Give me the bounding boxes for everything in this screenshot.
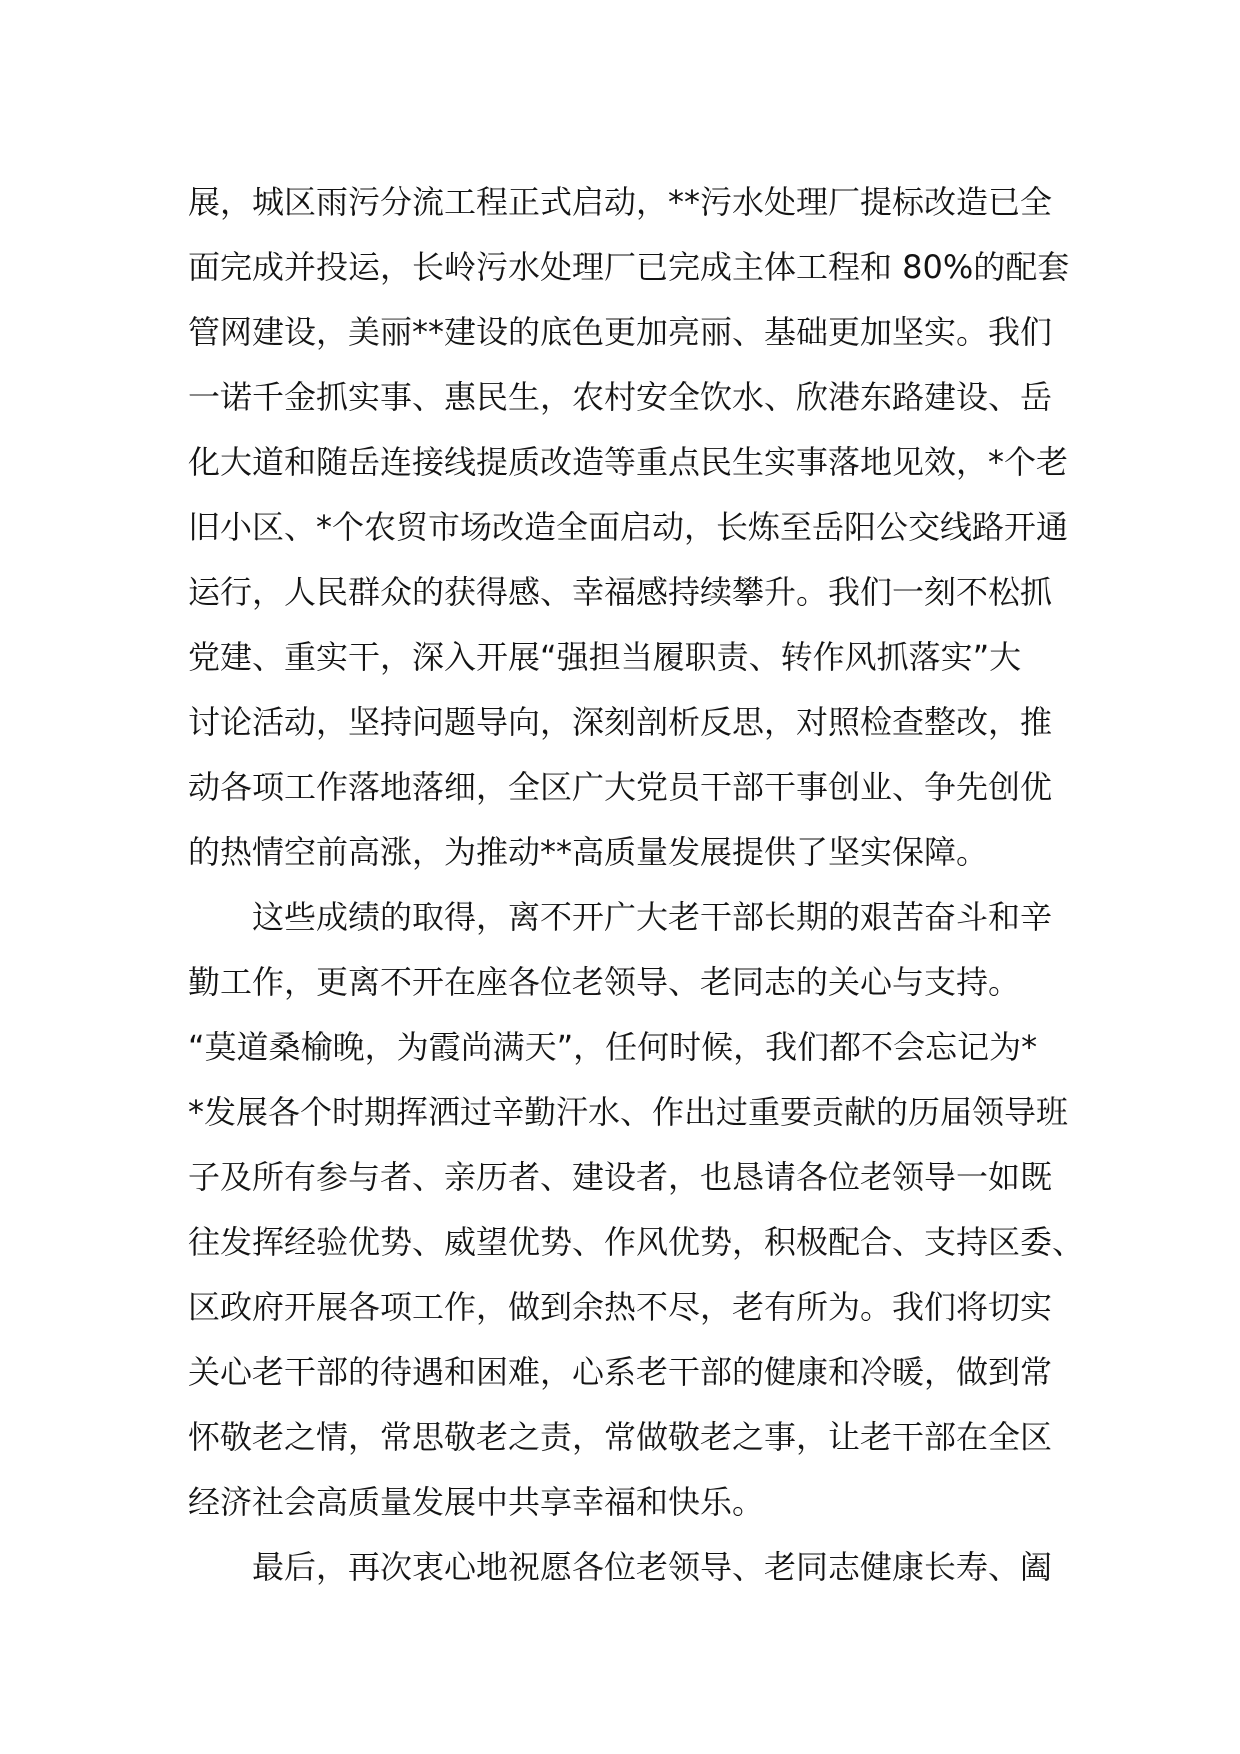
text-line: 经济社会高质量发展中共享幸福和快乐。	[188, 1483, 765, 1521]
text-line: 党建、重实干，深入开展“强担当履职责、转作风抓落实”大	[188, 638, 1022, 676]
text-line: 旧小区、*个农贸市场改造全面启动，长炼至岳阳公交线路开通	[188, 508, 1069, 546]
text-line: *发展各个时期挥洒过辛勤汗水、作出过重要贡献的历届领导班	[188, 1093, 1069, 1131]
text-line: 讨论活动，坚持问题导向，深刻剖析反思，对照检查整改，推	[188, 703, 1053, 741]
text-line: 化大道和随岳连接线提质改造等重点民生实事落地见效，*个老	[188, 443, 1069, 481]
text-line: 怀敬老之情，常思敬老之责，常做敬老之事，让老干部在全区	[188, 1418, 1053, 1456]
text-line: 子及所有参与者、亲历者、建设者，也恳请各位老领导一如既	[188, 1158, 1053, 1196]
text-line: “莫道桑榆晚，为霞尚满天”，任何时候，我们都不会忘记为*	[188, 1028, 1038, 1066]
text-line: 的热情空前高涨，为推动**高质量发展提供了坚实保障。	[188, 833, 989, 871]
text-line: 管网建设，美丽**建设的底色更加亮丽、基础更加坚实。我们	[188, 313, 1053, 351]
text-line: 动各项工作落地落细，全区广大党员干部干事创业、争先创优	[188, 768, 1053, 806]
text-line: 运行，人民群众的获得感、幸福感持续攀升。我们一刻不松抓	[188, 573, 1053, 611]
paragraph-start-line: 这些成绩的取得，离不开广大老干部长期的艰苦奋斗和辛	[252, 898, 1053, 936]
paragraph-start-line: 最后，再次衷心地祝愿各位老领导、老同志健康长寿、阖	[252, 1548, 1053, 1586]
text-line: 往发挥经验优势、威望优势、作风优势，积极配合、支持区委、	[188, 1223, 1085, 1261]
text-line: 关心老干部的待遇和困难，心系老干部的健康和冷暖，做到常	[188, 1353, 1053, 1391]
text-line: 展，城区雨污分流工程正式启动，**污水处理厂提标改造已全	[188, 183, 1053, 221]
text-line: 区政府开展各项工作，做到余热不尽，老有所为。我们将切实	[188, 1288, 1053, 1326]
document-body	[188, 170, 1085, 1600]
text-line: 一诺千金抓实事、惠民生，农村安全饮水、欣港东路建设、岳	[188, 378, 1053, 416]
text-line: 勤工作，更离不开在座各位老领导、老同志的关心与支持。	[188, 963, 1021, 1001]
text-line: 面完成并投运，长岭污水处理厂已完成主体工程和 80%的配套	[188, 248, 1070, 286]
